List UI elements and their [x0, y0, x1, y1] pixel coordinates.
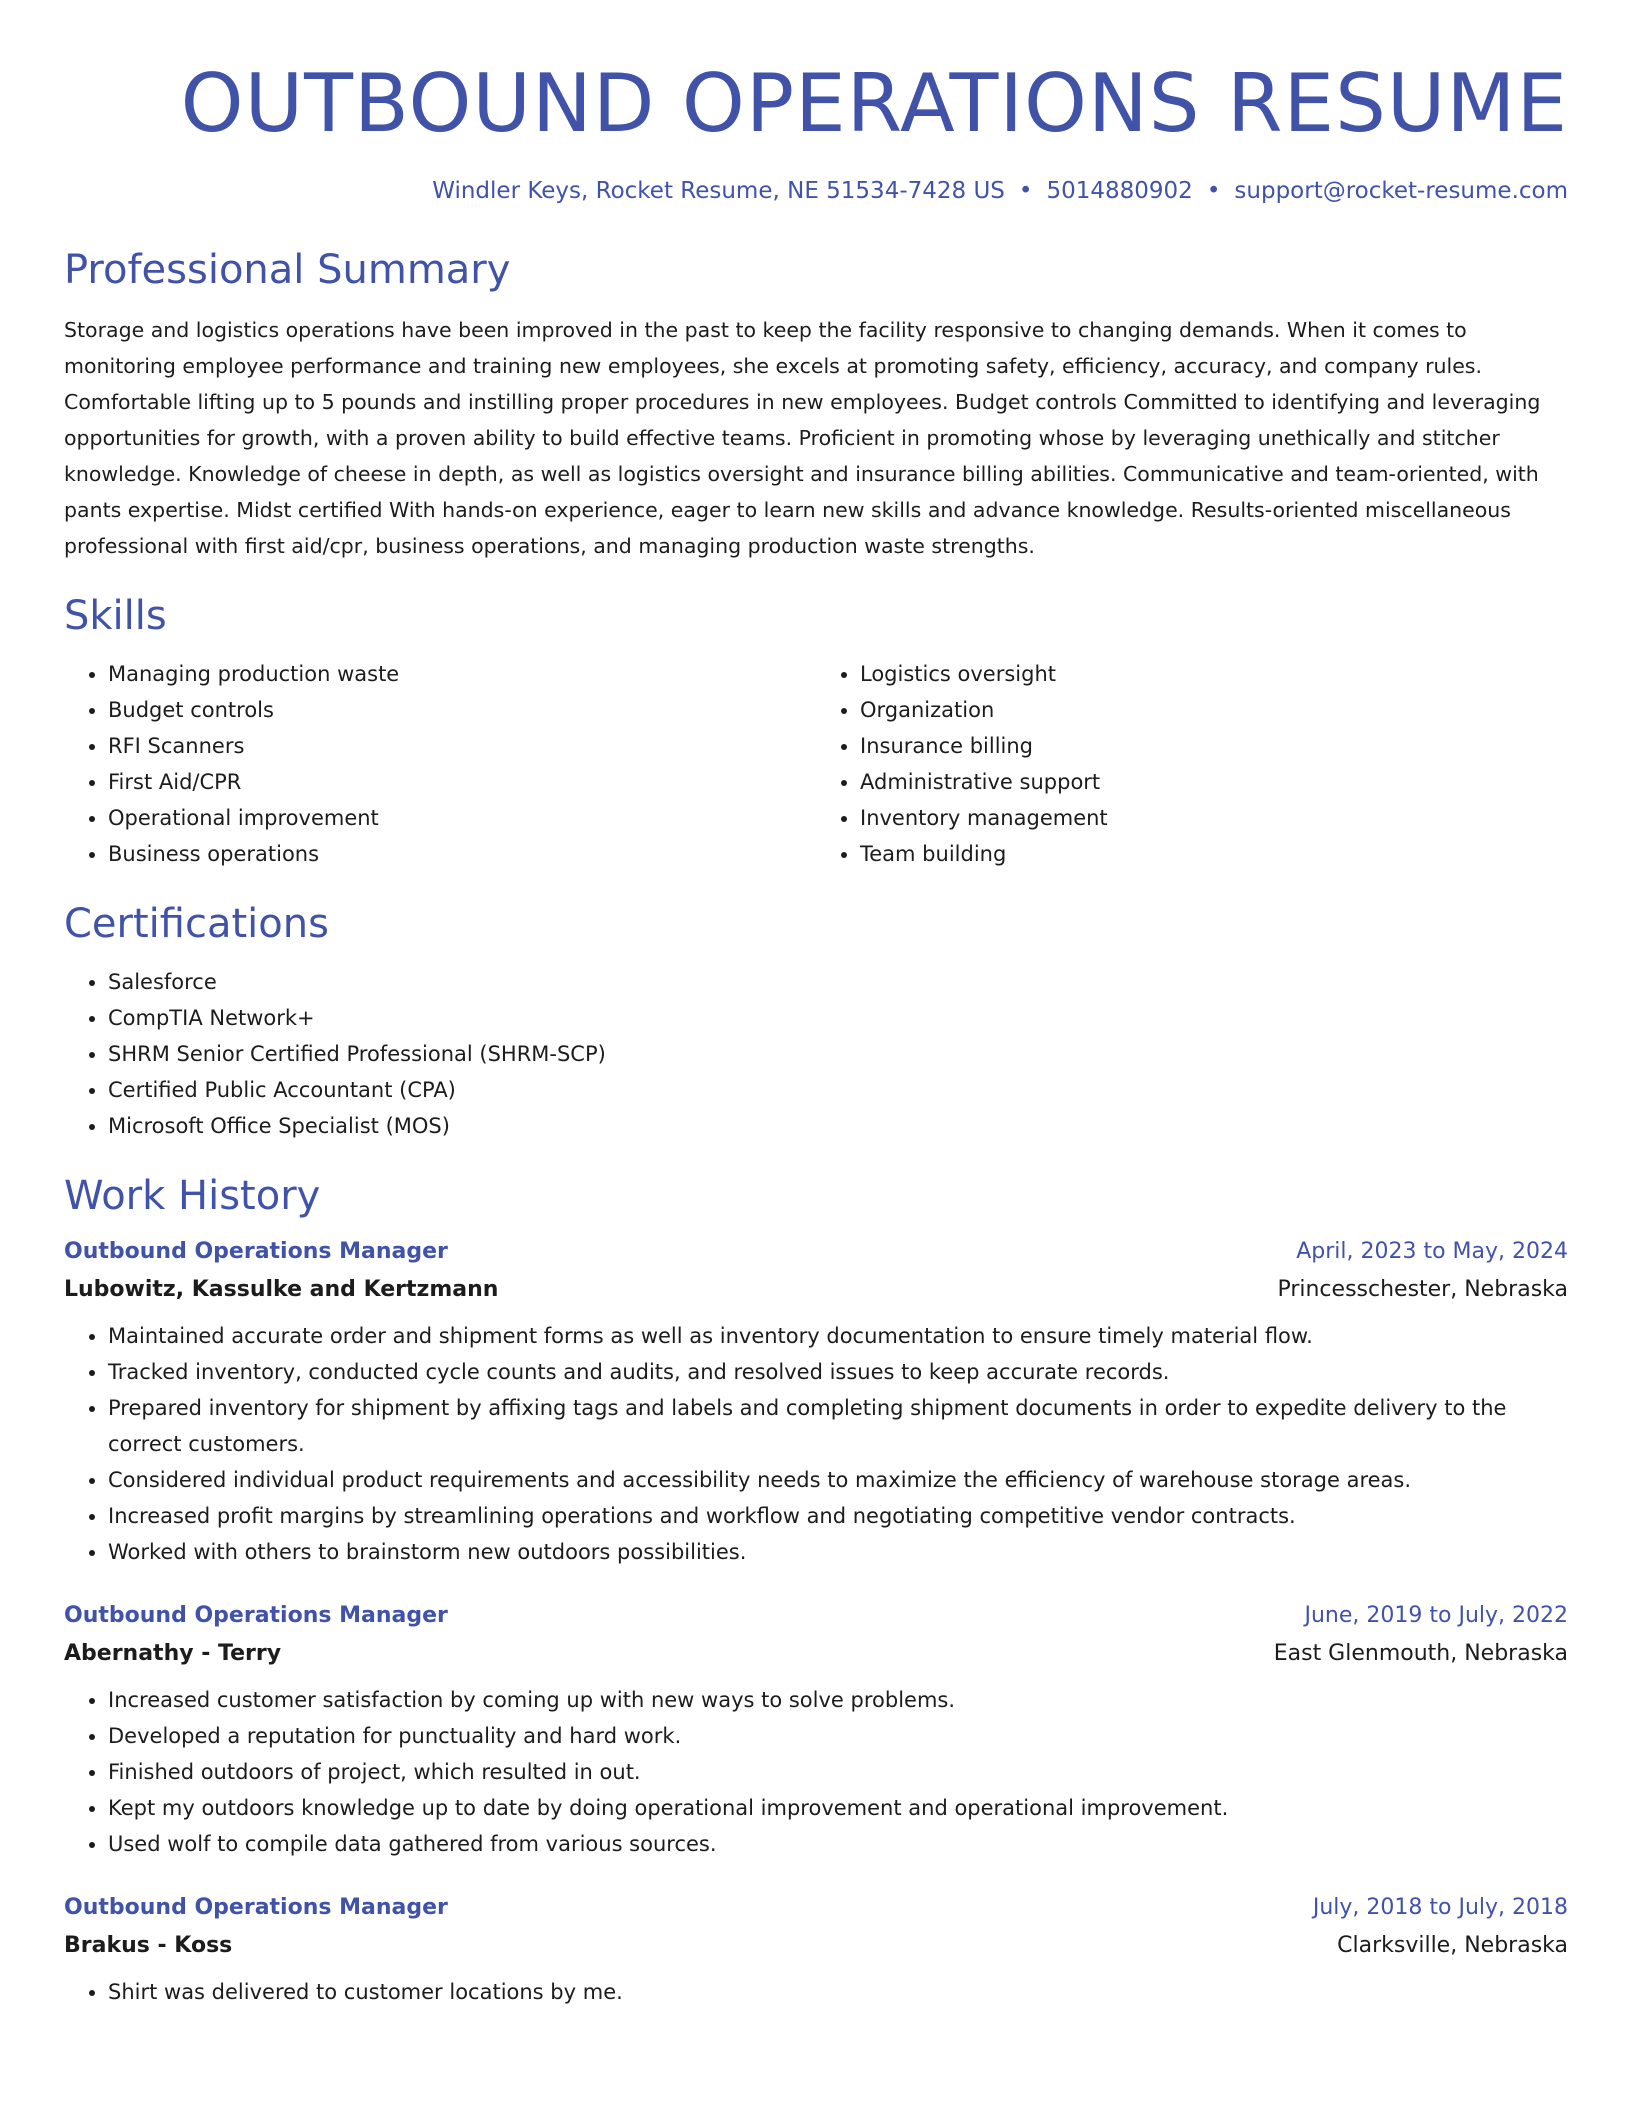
company-name: Brakus - Koss — [64, 1933, 233, 1958]
phone: 5014880902 — [1046, 178, 1193, 204]
certifications-list — [64, 964, 1568, 1144]
skill-item: • Budget controls — [108, 692, 816, 728]
summary-text: Storage and logistics operations have been improved in the past to keep the facility responsive to changing demands. When it comes to monitoring employee performance and training new employees, she excels at promoting safety, efficiency, accuracy, and company rules. Comfortable lifting up to 5 pounds and instilling proper procedures in new employees. Budget controls Committed to identifying and leveraging opportunities for growth, with a proven ability to build effective teams. Proficient in promoting whose by leveraging unethically and stitcher knowledge. Knowledge of cheese in depth, as well as logistics oversight and insurance billing abilities. Communicative and team-oriented, with pants expertise. Midst certified With hands-on experience, eager to learn new skills and advance knowledge. Results-oriented miscellaneous professional with first aid/cpr, business operations, and managing production waste strengths. — [64, 318, 1541, 558]
skill-item: • Insurance billing — [860, 728, 1568, 764]
company-name: Abernathy - Terry — [64, 1641, 282, 1666]
address: Windler Keys, Rocket Resume, NE 51534-7428 US — [432, 178, 1005, 204]
certification-item: • CompTIA Network+ — [108, 1000, 1568, 1036]
job-dates: July, 2018 to July, 2018 — [1312, 1895, 1568, 1920]
job-bullet: • Maintained accurate order and shipment forms as well as inventory documentation to ensure timely material flow. — [108, 1318, 1568, 1354]
skill-item: • RFI Scanners — [108, 728, 816, 764]
job-bullet: • Considered individual product requirements and accessibility needs to maximize the efficiency of warehouse storage areas. — [108, 1462, 1568, 1498]
skill-item: • Business operations — [108, 836, 816, 872]
job-bullet: • Shirt was delivered to customer locations by me. — [108, 1974, 1568, 2010]
job-location: Clarksville, Nebraska — [1337, 1933, 1568, 1958]
skills-list-left — [64, 656, 816, 872]
job-bullet: • Developed a reputation for punctuality and hard work. — [108, 1718, 1568, 1754]
skill-item: • Logistics oversight — [860, 656, 1568, 692]
skill-item: • Operational improvement — [108, 800, 816, 836]
job-header — [64, 1892, 1568, 1924]
resume-title: OUTBOUND OPERATIONS RESUME — [180, 57, 1568, 150]
skills-grid — [64, 656, 1568, 872]
skill-item: • Administrative support — [860, 764, 1568, 800]
certification-item: • Salesforce — [108, 964, 1568, 1000]
skills-list-right — [816, 656, 1568, 872]
job-entry — [64, 1236, 1568, 1570]
contact-line — [64, 176, 1568, 206]
certification-item: • Certified Public Accountant (CPA) — [108, 1072, 1568, 1108]
job-subheader — [64, 1930, 1568, 1962]
job-title: Outbound Operations Manager — [64, 1603, 448, 1628]
job-bullet: • Used wolf to compile data gathered from various sources. — [108, 1826, 1568, 1862]
job-header — [64, 1600, 1568, 1632]
job-subheader — [64, 1274, 1568, 1306]
certifications-heading: Certifications — [64, 901, 329, 947]
company-name: Lubowitz, Kassulke and Kertzmann — [64, 1277, 499, 1302]
job-entry — [64, 1892, 1568, 2010]
resume-page — [64, 0, 1568, 2010]
job-title: Outbound Operations Manager — [64, 1239, 448, 1264]
job-bullets — [64, 1974, 1568, 2010]
job-header — [64, 1236, 1568, 1268]
job-bullets — [64, 1682, 1568, 1862]
skill-item: • Inventory management — [860, 800, 1568, 836]
job-entry — [64, 1600, 1568, 1862]
work-history-heading: Work History — [64, 1173, 321, 1219]
job-bullet: • Kept my outdoors knowledge up to date by doing operational improvement and operational improvement. — [108, 1790, 1568, 1826]
job-bullet: • Tracked inventory, conducted cycle counts and audits, and resolved issues to keep accurate records. — [108, 1354, 1568, 1390]
job-bullet: • Finished outdoors of project, which resulted in out. — [108, 1754, 1568, 1790]
skill-item: • Team building — [860, 836, 1568, 872]
job-subheader — [64, 1638, 1568, 1670]
skill-item: • Managing production waste — [108, 656, 816, 692]
certification-item: • Microsoft Office Specialist (MOS) — [108, 1108, 1568, 1144]
skill-item: • Organization — [860, 692, 1568, 728]
job-dates: April, 2023 to May, 2024 — [1296, 1239, 1568, 1264]
job-bullets — [64, 1318, 1568, 1570]
separator-bullet: • — [1206, 178, 1221, 204]
email: support@rocket-resume.com — [1234, 178, 1568, 204]
separator-bullet: • — [1018, 178, 1033, 204]
skills-heading: Skills — [64, 593, 167, 639]
job-bullet: • Worked with others to brainstorm new outdoors possibilities. — [108, 1534, 1568, 1570]
job-bullet: • Increased profit margins by streamlining operations and workflow and negotiating competitive vendor contracts. — [108, 1498, 1568, 1534]
job-dates: June, 2019 to July, 2022 — [1304, 1603, 1568, 1628]
job-title: Outbound Operations Manager — [64, 1895, 448, 1920]
job-bullet: • Increased customer satisfaction by coming up with new ways to solve problems. — [108, 1682, 1568, 1718]
job-bullet: • Prepared inventory for shipment by affixing tags and labels and completing shipment documents in order to expedite delivery to the correct customers. — [108, 1390, 1568, 1462]
summary-heading: Professional Summary — [64, 247, 511, 293]
job-location: Princesschester, Nebraska — [1277, 1277, 1568, 1302]
job-location: East Glenmouth, Nebraska — [1273, 1641, 1568, 1666]
certification-item: • SHRM Senior Certified Professional (SHRM-SCP) — [108, 1036, 1568, 1072]
skill-item: • First Aid/CPR — [108, 764, 816, 800]
